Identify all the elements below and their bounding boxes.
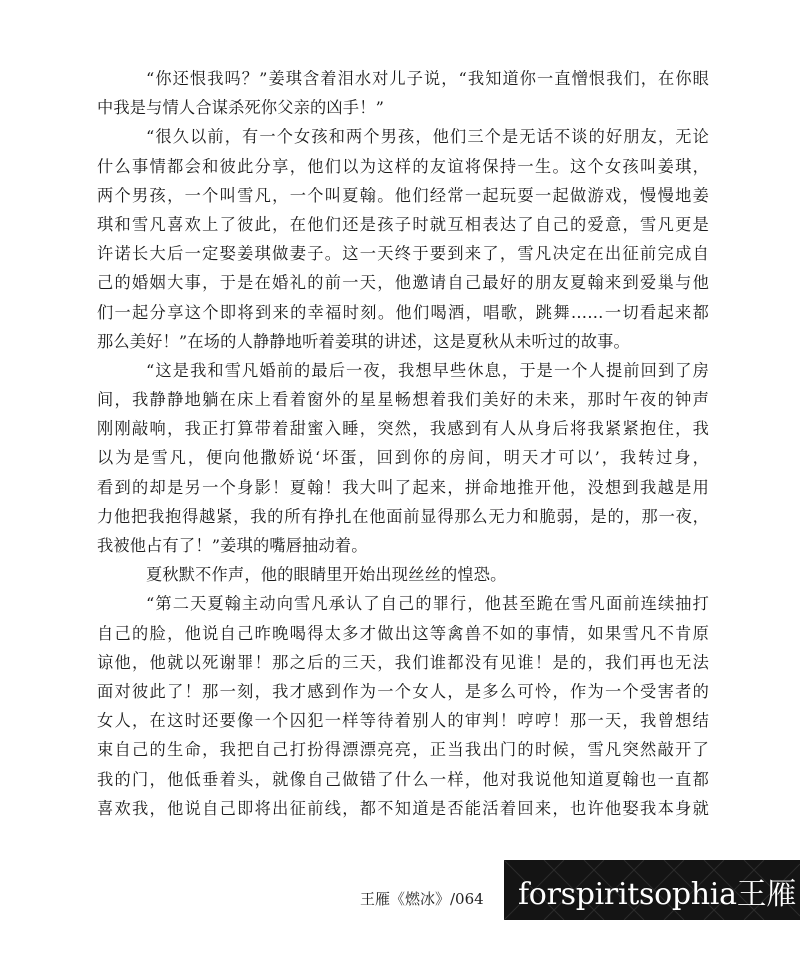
text-line: “你还恨我吗？”姜琪含着泪水对儿子说，“我知道你一直憎恨我们，在你眼 — [146, 69, 709, 88]
text-line: 女人，在这时还要像一个囚犯一样等待着别人的审判！哼哼！那一天，我曾想结 — [97, 711, 709, 731]
page-footer: 王雁《燃冰》/064 — [360, 890, 484, 908]
text-line: 我被他占有了！”姜琪的嘴唇抽动着。 — [97, 536, 368, 555]
watermark-badge — [504, 860, 800, 920]
text-line: 喜欢我，他说自己即将出征前线，都不知道是否能活着回来，也许他娶我本身就 — [97, 798, 709, 818]
text-line: 面对彼此了！那一刻，我才感到作为一个女人，是多么可怜，作为一个受害者的 — [97, 681, 709, 701]
text-line: 们一起分享这个即将到来的幸福时刻。他们喝酒，唱歌，跳舞……一切看起来都 — [97, 302, 709, 322]
text-line: 夏秋默不作声，他的眼睛里开始出现丝丝的惶恐。 — [146, 565, 507, 585]
text-line: 力他把我抱得越紧，我的所有挣扎在他面前显得那么无力和脆弱，是的，那一夜， — [97, 506, 709, 526]
text-line: 刚刚敲响，我正打算带着甜蜜入睡，突然，我感到有人从身后将我紧紧抱住，我 — [97, 419, 709, 439]
watermark-text: forspiritsophia王雁 — [518, 877, 797, 912]
text-line: 许诺长大后一定娶姜琪做妻子。这一天终于要到来了，雪凡决定在出征前完成自 — [97, 244, 709, 264]
text-line: “第二天夏翰主动向雪凡承认了自己的罪行，他甚至跪在雪凡面前连续抽打 — [146, 594, 709, 614]
text-line: 琪和雪凡喜欢上了彼此，在他们还是孩子时就互相表达了自己的爱意，雪凡更是 — [97, 214, 709, 234]
text-line: 己的婚姻大事，于是在婚礼的前一天，他邀请自己最好的朋友夏翰来到爱巢与他 — [97, 273, 709, 293]
text-line: 束自己的生命，我把自己打扮得漂漂亮亮，正当我出门的时候，雪凡突然敲开了 — [97, 740, 709, 760]
text-line: 两个男孩，一个叫雪凡，一个叫夏翰。他们经常一起玩耍一起做游戏，慢慢地姜 — [97, 185, 709, 205]
text-line: 我的门，他低垂着头，就像自己做错了什么一样，他对我说他知道夏翰也一直都 — [97, 769, 709, 789]
text-line: 以为是雪凡，便向他撒娇说‘坏蛋，回到你的房间，明天才可以’，我转过身， — [97, 448, 709, 468]
text-line: 间，我静静地躺在床上看着窗外的星星畅想着我们美好的未来，那时午夜的钟声 — [97, 390, 709, 410]
text-line: “很久以前，有一个女孩和两个男孩，他们三个是无话不谈的好朋友，无论 — [146, 127, 709, 147]
book-page-text — [97, 64, 709, 823]
text-line: 谅他，他就以死谢罪！那之后的三天，我们谁都没有见谁！是的，我们再也无法 — [97, 652, 709, 672]
text-line: 看到的却是另一个身影！夏翰！我大叫了起来，拼命地推开他，没想到我越是用 — [97, 477, 709, 497]
text-line: “这是我和雪凡婚前的最后一夜，我想早些休息，于是一个人提前回到了房 — [146, 360, 709, 380]
text-line: 中我是与情人合谋杀死你父亲的凶手！” — [97, 98, 385, 118]
text-line: 什么事情都会和彼此分享，他们以为这样的友谊将保持一生。这个女孩叫姜琪， — [97, 156, 709, 176]
text-line: 自己的脸，他说自己昨晚喝得太多才做出这等禽兽不如的事情，如果雪凡不肯原 — [97, 623, 709, 643]
text-line: 那么美好！”在场的人静静地听着姜琪的讲述，这是夏秋从未听过的故事。 — [97, 331, 630, 351]
